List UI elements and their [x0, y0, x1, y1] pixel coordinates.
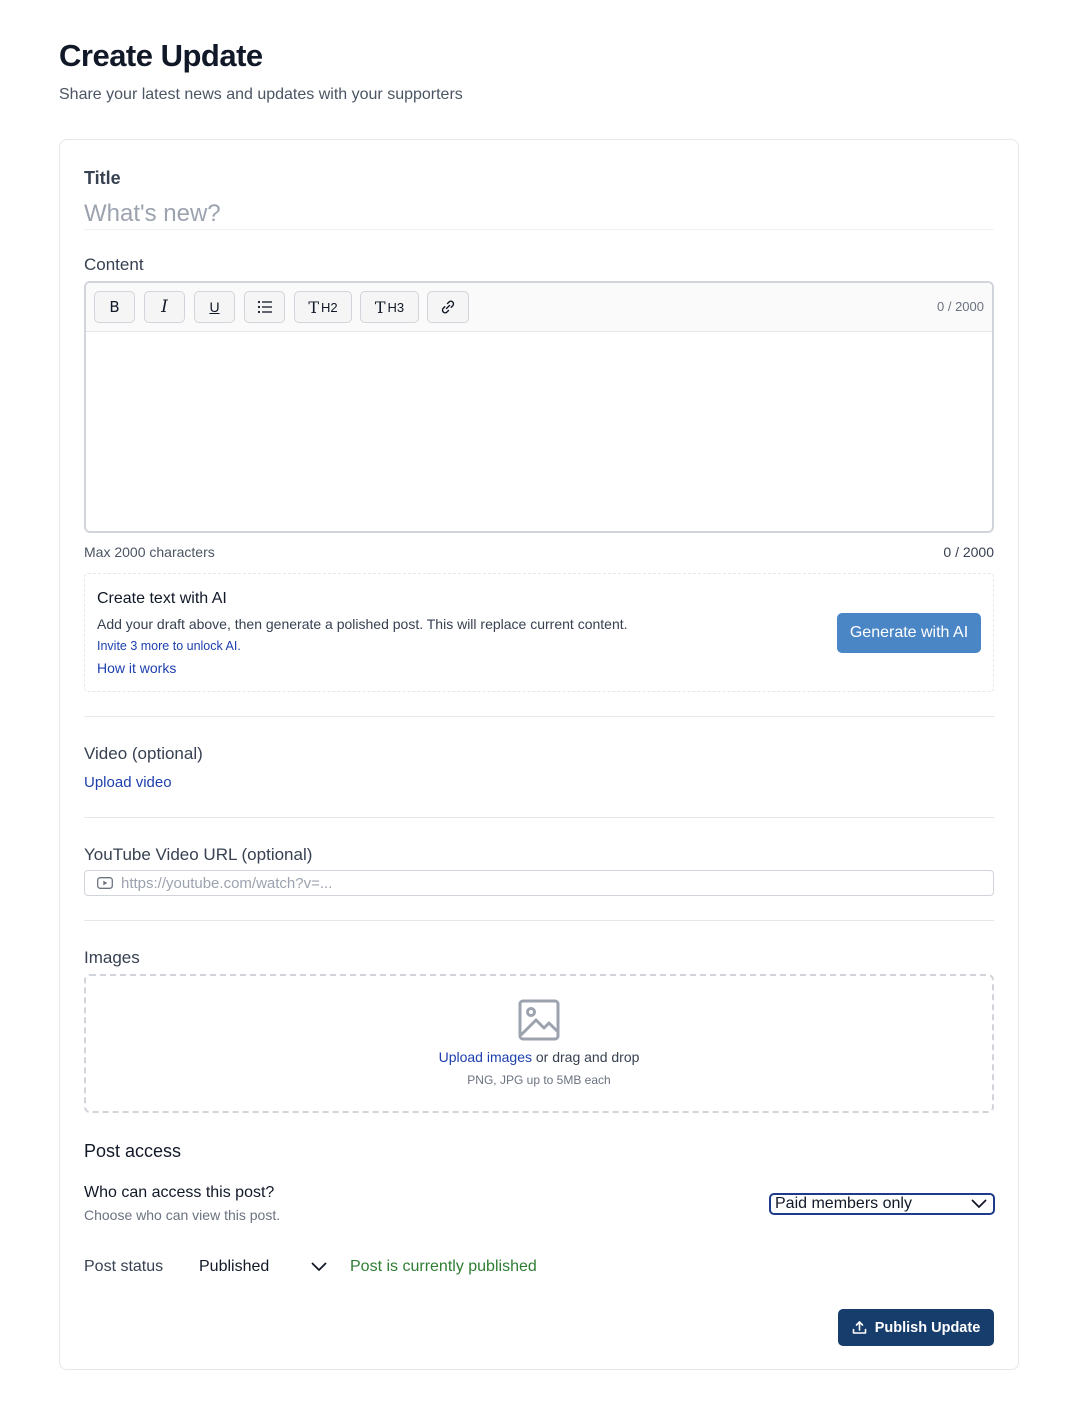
bold-icon: B — [109, 298, 120, 316]
generate-with-ai-button[interactable]: Generate with AI — [837, 613, 981, 653]
link-icon — [440, 299, 456, 315]
post-access-value: Paid members only — [775, 1195, 912, 1212]
post-status-label: Post status — [84, 1258, 164, 1275]
divider — [84, 920, 994, 921]
link-button[interactable] — [427, 291, 469, 323]
image-icon — [518, 999, 560, 1041]
text-icon: T — [308, 297, 320, 317]
update-form-card — [59, 139, 1019, 1370]
youtube-icon — [97, 877, 113, 889]
page-subtitle: Share your latest news and updates with your supporters — [59, 86, 463, 103]
heading-2-button[interactable] — [294, 291, 352, 323]
max-chars-hint: Max 2000 characters — [84, 544, 215, 560]
chevron-down-icon — [971, 1199, 987, 1209]
content-editor — [84, 281, 994, 533]
access-help-text: Choose who can view this post. — [84, 1207, 281, 1223]
toolbar-char-counter: 0 / 2000 — [937, 299, 984, 314]
post-status-message: Post is currently published — [350, 1258, 537, 1275]
post-access-select[interactable] — [769, 1193, 995, 1215]
access-question: Who can access this post? — [84, 1184, 275, 1201]
image-dropzone[interactable] — [84, 974, 994, 1113]
italic-icon: I — [161, 297, 168, 317]
upload-icon — [852, 1320, 867, 1335]
content-label: Content — [84, 255, 144, 274]
bold-button[interactable] — [94, 291, 135, 323]
youtube-url-field[interactable] — [84, 870, 994, 896]
text-icon: T — [374, 297, 386, 317]
bullet-list-button[interactable] — [244, 291, 285, 323]
bullet-list-icon — [257, 300, 273, 314]
ai-title: Create text with AI — [97, 590, 227, 607]
content-textarea[interactable] — [86, 333, 992, 531]
image-format-hint: PNG, JPG up to 5MB each — [467, 1073, 611, 1087]
underline-button[interactable] — [194, 291, 235, 323]
images-label: Images — [84, 948, 140, 967]
heading-3-button[interactable] — [360, 291, 419, 323]
youtube-url-label: YouTube Video URL (optional) — [84, 845, 313, 864]
page-title: Create Update — [59, 38, 263, 73]
upload-images-link[interactable]: Upload images — [438, 1049, 532, 1065]
divider — [84, 817, 994, 818]
video-label: Video (optional) — [84, 744, 203, 763]
title-label: Title — [84, 168, 121, 188]
char-count: 0 / 2000 — [943, 544, 994, 560]
ai-generate-panel — [84, 573, 994, 692]
post-status-value: Published — [199, 1258, 270, 1275]
drag-drop-text: or drag and drop — [535, 1049, 640, 1065]
youtube-url-input[interactable] — [121, 875, 981, 892]
post-status-select[interactable] — [199, 1255, 331, 1279]
post-access-title: Post access — [84, 1141, 182, 1161]
dropzone-text — [86, 1049, 992, 1065]
italic-button[interactable] — [144, 291, 185, 323]
ai-invite-link[interactable]: Invite 3 more to unlock AI. — [97, 639, 241, 653]
editor-toolbar — [86, 283, 992, 332]
h3-label: H3 — [387, 299, 405, 315]
publish-update-label: Publish Update — [874, 1319, 981, 1336]
divider — [84, 716, 994, 717]
underline-icon: U — [209, 299, 220, 315]
chevron-down-icon — [311, 1262, 327, 1272]
publish-update-button[interactable] — [838, 1309, 994, 1346]
h2-label: H2 — [321, 299, 338, 315]
upload-video-link[interactable]: Upload video — [84, 774, 172, 791]
how-it-works-link[interactable]: How it works — [97, 660, 177, 676]
title-input[interactable] — [84, 198, 994, 230]
ai-description: Add your draft above, then generate a polished post. This will replace current content. — [97, 616, 628, 632]
